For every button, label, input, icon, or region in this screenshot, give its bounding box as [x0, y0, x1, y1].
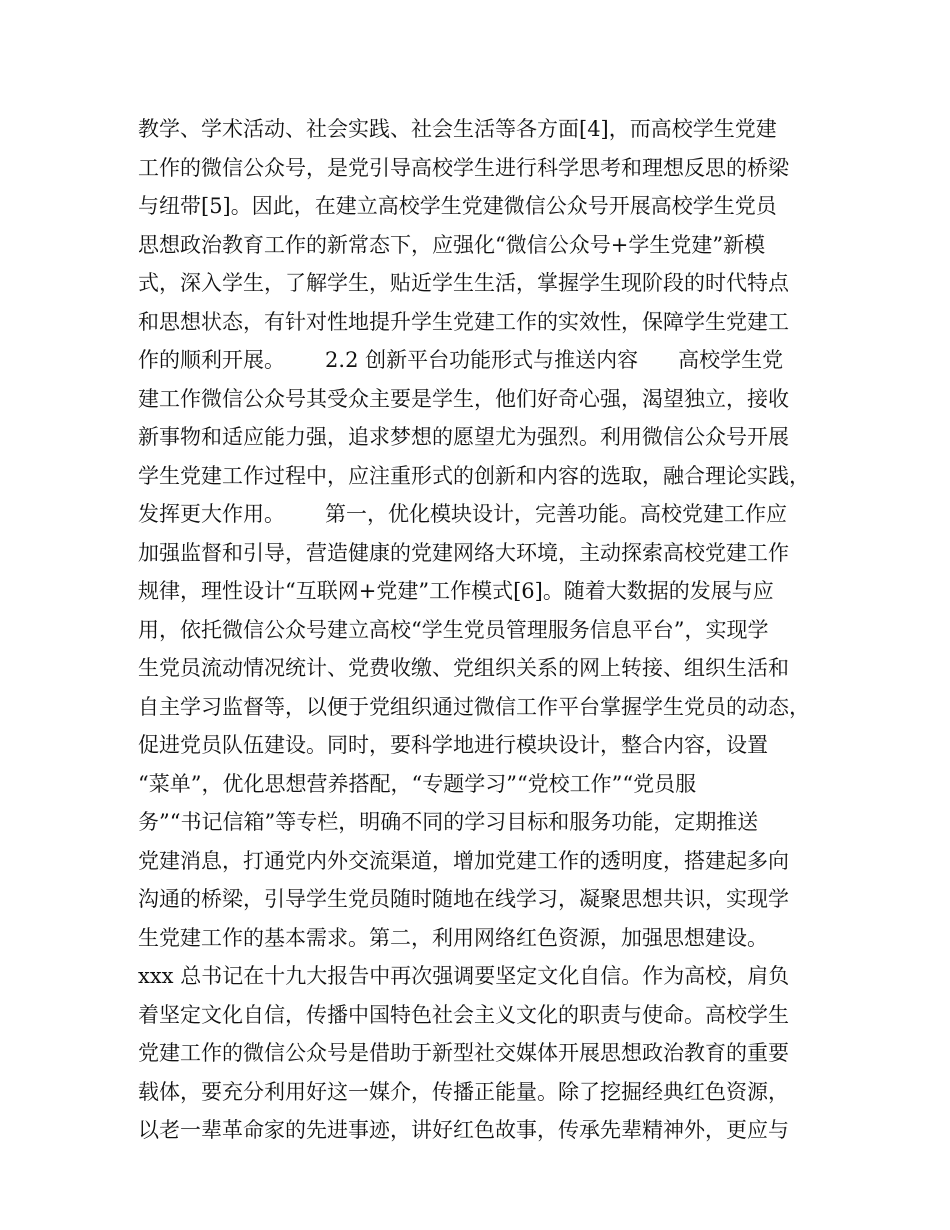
text-line: 载体，要充分利用好这一媒介，传播正能量。除了挖掘经典红色资源，	[138, 1079, 789, 1104]
text-line: 党建消息，打通党内外交流渠道，增加党建工作的透明度，搭建起多向	[138, 848, 789, 873]
text-line: 自主学习监督等，以便于党组织通过微信工作平台掌握学生党员的动态，	[138, 694, 810, 719]
text-line: 促进党员队伍建设。同时，要科学地进行模块设计，整合内容，设置	[138, 733, 768, 757]
text-line: 党建工作的微信公众号是借助于新型社交媒体开展思想政治教育的重要	[138, 1041, 789, 1065]
text-line: 思想政治教育工作的新常态下，应强化“微信公众号+学生党建”新模	[138, 232, 766, 257]
text-line: 工作的微信公众号，是党引导高校学生进行科学思考和理想反思的桥梁	[138, 155, 789, 180]
text-line: 以老一辈革命家的先进事迹，讲好红色故事，传承先辈精神外，更应与	[138, 1118, 789, 1142]
text-line: 学生党建工作过程中，应注重形式的创新和内容的选取，融合理论实践，	[138, 463, 810, 488]
text-line: 建工作微信公众号其受众主要是学生，他们好奇心强，渴望独立，接收	[138, 386, 789, 411]
text-line: 作的顺利开展。 2.2 创新平台功能形式与推送内容 高校学生党	[138, 348, 784, 372]
text-line: 和思想状态，有针对性地提升学生党建工作的实效性，保障学生党建工	[138, 309, 789, 334]
text-line: 新事物和适应能力强，追求梦想的愿望尤为强烈。利用微信公众号开展	[138, 425, 789, 449]
text-line: 规律，理性设计“互联网+党建”工作模式[6]。随着大数据的发展与应	[138, 579, 774, 603]
text-line: “菜单”，优化思想营养搭配，“专题学习”“党校工作”“党员服	[138, 771, 697, 796]
text-line: 加强监督和引导，营造健康的党建网络大环境，主动探索高校党建工作	[138, 540, 789, 565]
text-line: 沟通的桥梁，引导学生党员随时随地在线学习，凝聚思想共识，实现学	[138, 887, 789, 911]
text-line: 与纽带[5]。因此，在建立高校学生党建微信公众号开展高校学生党员	[138, 194, 777, 218]
text-line: 用，依托微信公众号建立高校“学生党员管理服务信息平台”，实现学	[138, 617, 769, 642]
text-line: 教学、学术活动、社会实践、社会生活等各方面[4]，而高校学生党建	[138, 117, 777, 141]
text-line: 式，深入学生，了解学生，贴近学生生活，掌握学生现阶段的时代特点	[138, 271, 789, 295]
text-line: xxx 总书记在十九大报告中再次强调要坚定文化自信。作为高校，肩负	[138, 964, 790, 988]
text-line: 生党建工作的基本需求。第二，利用网络红色资源，加强思想建设。	[138, 925, 768, 950]
text-line: 生党员流动情况统计、党费收缴、党组织关系的网上转接、组织生活和	[138, 656, 789, 680]
text-line: 着坚定文化自信，传播中国特色社会主义文化的职责与使命。高校学生	[138, 1002, 789, 1027]
body-text	[138, 110, 828, 1150]
text-line: 务”“书记信箱”等专栏，明确不同的学习目标和服务功能，定期推送	[138, 810, 759, 834]
text-line: 发挥更大作用。 第一，优化模块设计，完善功能。高校党建工作应	[138, 502, 788, 526]
